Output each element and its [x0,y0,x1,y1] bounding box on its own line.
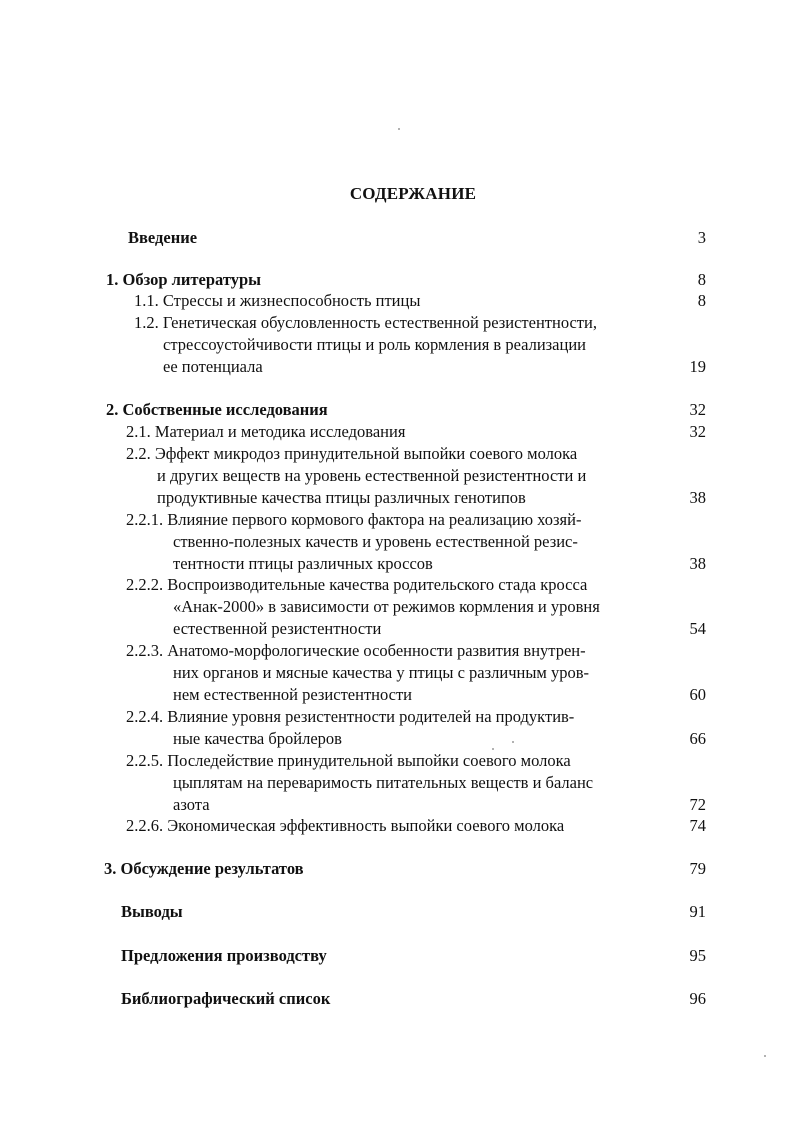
toc-entry-2-2-4-line1: 2.2.4. Влияние уровня резистентности родителей на продуктив- [126,707,575,726]
toc-entry-2-1: 2.1. Материал и методика исследования [126,422,406,441]
toc-page-number: 32 [689,400,706,419]
toc-entry-recommendations: Предложения производству [121,946,327,965]
toc-entry-bibliography: Библиографический список [121,989,331,1008]
toc-page-number: 60 [689,685,706,704]
toc-page-number: 66 [689,729,706,748]
toc-entry-1-1: 1.1. Стрессы и жизнеспособность птицы [134,291,421,310]
toc-entry-2-2-5-line1: 2.2.5. Последействие принудительной выпойки соевого молока [126,751,571,770]
toc-entry-2-2-3-line2: них органов и мясные качества у птицы с различным уров- [173,663,590,682]
toc-entry-introduction: Введение [128,228,198,247]
toc-entry-1-2-line3: ее потенциала [163,357,263,376]
page-title: СОДЕРЖАНИЕ [349,184,477,203]
toc-entry-1-2-line2: стрессоустойчивости птицы и роль кормления в реализации [163,335,586,354]
toc-page-number: 79 [689,859,706,878]
toc-entry-2-2-2-line1: 2.2.2. Воспроизводительные качества родительского стада кросса [126,575,588,594]
toc-entry-2-2-line3: продуктивные качества птицы различных генотипов [157,488,526,507]
toc-page-number: 8 [697,270,706,289]
toc-entry-2-2-line2: и других веществ на уровень естественной резистентности и [157,466,587,485]
toc-page-number: 72 [689,795,706,814]
toc-page-number: 38 [689,488,706,507]
toc-page-number: 91 [689,902,706,921]
toc-entry-2-2-1-line1: 2.2.1. Влияние первого кормового фактора на реализацию хозяй- [126,510,582,529]
toc-entry-chapter-1: 1. Обзор литературы [106,270,262,289]
toc-entry-2-2-2-line3: естественной резистентности [173,619,382,638]
scan-speck [512,741,514,743]
toc-entry-1-2-line1: 1.2. Генетическая обусловленность естественной резистентности, [134,313,597,332]
toc-entry-2-2-5-line3: азота [173,795,210,814]
toc-entry-2-2-3-line1: 2.2.3. Анатомо-морфологические особенности развития внутрен- [126,641,586,660]
toc-entry-2-2-3-line3: нем естественной резистентности [173,685,413,704]
toc-entry-chapter-2: 2. Собственные исследования [106,400,328,419]
toc-page-number: 3 [697,228,706,247]
toc-page-number: 38 [689,554,706,573]
toc-entry-2-2-1-line3: тентности птицы различных кроссов [173,554,433,573]
toc-entry-conclusions: Выводы [121,902,183,921]
toc-page-number: 95 [689,946,706,965]
scan-speck [492,748,494,750]
toc-entry-2-2-5-line2: цыплятам на переваримость питательных веществ и баланс [173,773,594,792]
toc-page-number: 8 [697,291,706,310]
toc-entry-chapter-3: 3. Обсуждение результатов [104,859,304,878]
toc-page-number: 74 [689,816,706,835]
toc-page-number: 96 [689,989,706,1008]
toc-page-number: 54 [689,619,706,638]
toc-entry-2-2-1-line2: ственно-полезных качеств и уровень естественной резис- [173,532,578,551]
scan-speck [764,1055,766,1057]
scan-speck [398,128,400,130]
toc-entry-2-2-6: 2.2.6. Экономическая эффективность выпойки соевого молока [126,816,565,835]
toc-page-number: 32 [689,422,706,441]
toc-entry-2-2-4-line2: ные качества бройлеров [173,729,342,748]
toc-page-number: 19 [689,357,706,376]
toc-entry-2-2-line1: 2.2. Эффект микродоз принудительной выпойки соевого молока [126,444,578,463]
toc-entry-2-2-2-line2: «Анак-2000» в зависимости от режимов кормления и уровня [173,597,600,616]
